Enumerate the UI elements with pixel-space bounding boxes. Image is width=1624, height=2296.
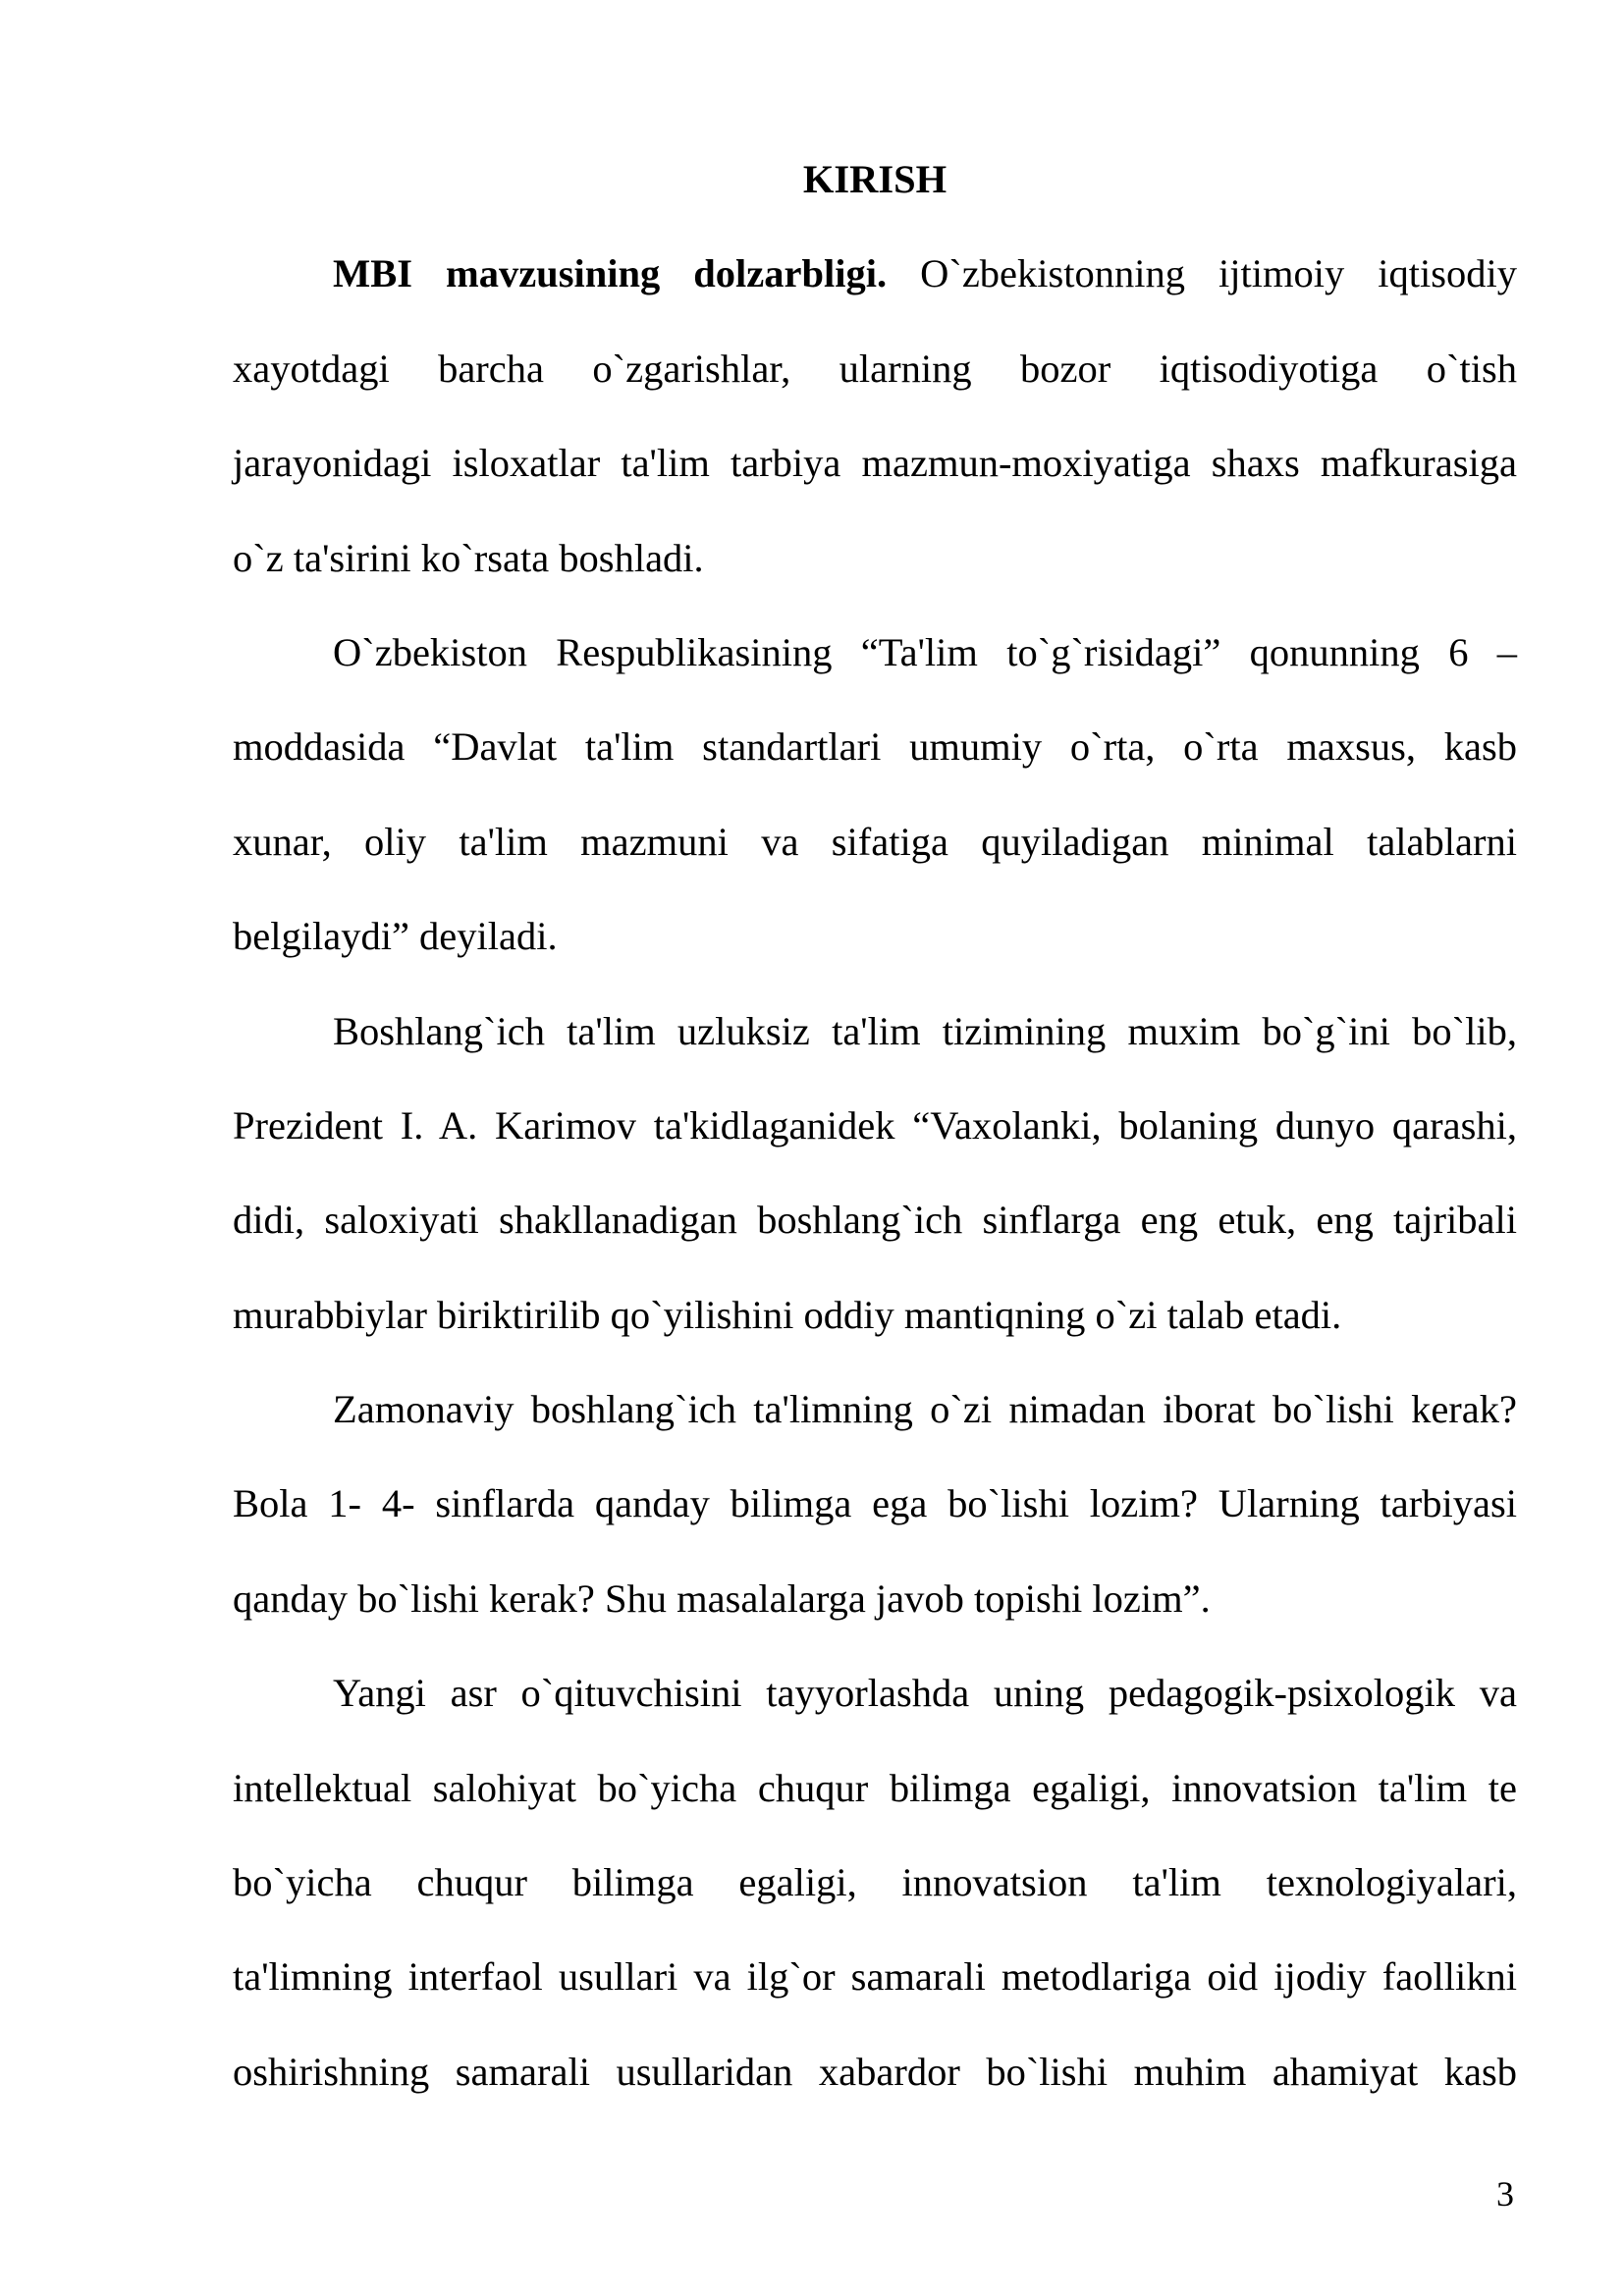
- text-line: Prezident I. A. Karimov ta'kidlaganidek “Vaxolanki, bolaning dunyo qarashi,: [233, 1102, 1517, 1148]
- text-line-content: O`zbekistonning ijtimoiy iqtisodiy: [920, 251, 1517, 296]
- paragraph: [233, 227, 1517, 606]
- paragraph: [233, 1646, 1517, 2119]
- text-line: belgilaydi” deyiladi.: [233, 914, 558, 959]
- paragraph-lead-bold: MBI mavzusining dolzarbligi.: [333, 251, 888, 296]
- text-line: oshirishning samarali usullaridan xabardor bo`lishi muhim ahamiyat kasb: [233, 2049, 1517, 2094]
- text-line: jarayonidagi isloxatlar ta'lim tarbiya mazmun-moxiyatiga shaxs mafkurasiga: [233, 441, 1517, 486]
- text-line: Yangi asr o`qituvchisini tayyorlashda uning pedagogik-psixologik va: [333, 1671, 1517, 1716]
- text-line: xunar, oliy ta'lim mazmuni va sifatiga quyiladigan minimal talablarni: [233, 819, 1517, 864]
- text-line: Bola 1- 4- sinflarda qanday bilimga ega bo`lishi lozim? Ularning tarbiyasi: [233, 1481, 1517, 1526]
- text-line: Boshlang`ich ta'lim uzluksiz ta'lim tizimining muxim bo`g`ini bo`lib,: [333, 1008, 1517, 1053]
- paragraph: [233, 985, 1517, 1363]
- text-line: O`zbekiston Respublikasining “Ta'lim to`g`risidagi” qonunning 6 –: [333, 629, 1517, 674]
- section-heading: KIRISH: [802, 157, 947, 201]
- paragraph: [233, 1362, 1517, 1646]
- text-line: Zamonaviy boshlang`ich ta'limning o`zi nimadan iborat bo`lishi kerak?: [333, 1387, 1517, 1432]
- text-line: bo`yicha chuqur bilimga egaligi, innovatsion ta'lim texnologiyalari,: [233, 1860, 1517, 1905]
- text-line: xayotdagi barcha o`zgarishlar, ularning bozor iqtisodiyotiga o`tish: [233, 346, 1517, 391]
- page-number: 3: [1496, 2174, 1514, 2214]
- text-line: o`z ta'sirini ko`rsata boshladi.: [233, 535, 704, 580]
- text-line: [233, 227, 1517, 321]
- text-line: ta'limning interfaol usullari va ilg`or samarali metodlariga oid ijodiy faollikni: [233, 1954, 1517, 2000]
- text-line: qanday bo`lishi kerak? Shu masalalarga javob topishi lozim”.: [233, 1575, 1211, 1621]
- text-line: moddasida “Davlat ta'lim standartlari umumiy o`rta, o`rta maxsus, kasb: [233, 724, 1517, 770]
- paragraph: [233, 606, 1517, 985]
- body-text: [233, 133, 1517, 2119]
- text-line: intellektual salohiyat bo`yicha chuqur bilimga egaligi, innovatsion ta'lim te: [233, 1765, 1517, 1810]
- text-line: didi, saloxiyati shakllanadigan boshlang`ich sinflarga eng etuk, eng tajribali: [233, 1198, 1517, 1243]
- text-line: murabbiylar biriktirilib qo`yilishini oddiy mantiqning o`zi talab etadi.: [233, 1292, 1342, 1337]
